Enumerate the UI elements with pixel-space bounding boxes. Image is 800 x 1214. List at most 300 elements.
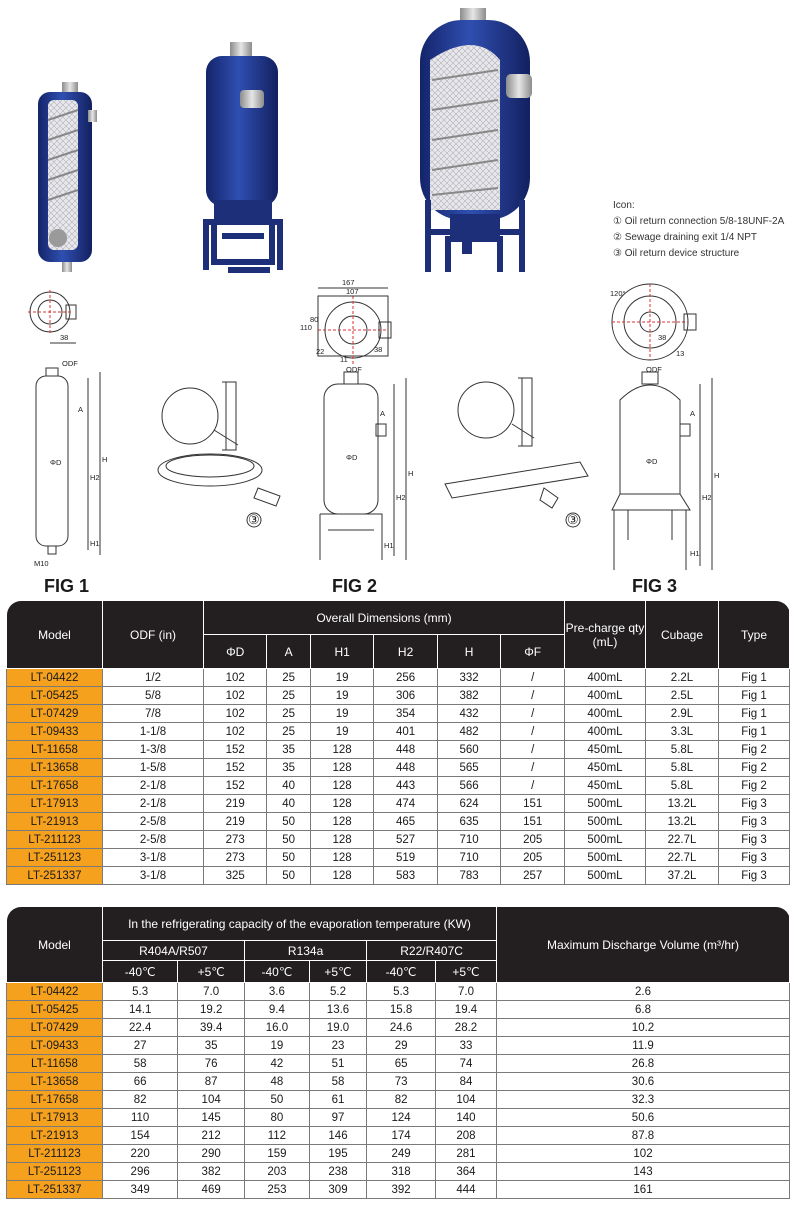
table-cell: 112: [245, 1127, 310, 1145]
table-cell: 9.4: [245, 1001, 310, 1019]
table-row: [7, 1091, 790, 1109]
table-cell: 500mL: [565, 831, 646, 849]
table-cell: 7/8: [103, 705, 204, 723]
table-cell: /: [501, 777, 565, 795]
table-cell: 583: [374, 867, 437, 885]
callout-fig3: ③: [567, 512, 579, 527]
model-cell: LT-21913: [7, 813, 103, 831]
table-cell: 27: [103, 1037, 178, 1055]
table-cell: 19: [310, 705, 373, 723]
table-cell: 205: [501, 849, 565, 867]
model-cell: LT-251337: [7, 1181, 103, 1199]
table-cell: 195: [309, 1145, 366, 1163]
table-cell: 151: [501, 813, 565, 831]
table-cell: 84: [435, 1073, 496, 1091]
dim-phid-fig2: ΦD: [346, 453, 358, 462]
dim-h1-fig3: H1: [690, 549, 700, 558]
dim-fig2-11: 11: [340, 355, 348, 364]
table-cell: Fig 1: [719, 705, 790, 723]
table-cell: 2-1/8: [103, 777, 204, 795]
model-cell: LT-05425: [7, 1001, 103, 1019]
table-row: [7, 1001, 790, 1019]
table-cell: 7.0: [435, 983, 496, 1001]
dim-h1-fig2: H1: [384, 541, 394, 550]
product-illustrations: [0, 0, 800, 600]
table-cell: 401: [374, 723, 437, 741]
table-cell: 104: [178, 1091, 245, 1109]
table-cell: 40: [267, 777, 310, 795]
table-row: [7, 795, 790, 813]
dim-fig3-angle: 120°: [610, 289, 626, 298]
table-cell: 208: [435, 1127, 496, 1145]
table-row: [7, 723, 790, 741]
dim-h-fig2: H: [408, 469, 414, 478]
table-cell: 50: [267, 849, 310, 867]
table-cell: 349: [103, 1181, 178, 1199]
table-cell: 146: [309, 1127, 366, 1145]
table-cell: 32.3: [497, 1091, 790, 1109]
table-cell: 152: [204, 759, 267, 777]
dim-phid-fig3: ΦD: [646, 457, 658, 466]
table-cell: 19.4: [435, 1001, 496, 1019]
col-overall-dimensions: Overall Dimensions (mm): [204, 601, 565, 635]
model-cell: LT-21913: [7, 1127, 103, 1145]
col-temp: -40℃: [245, 961, 310, 983]
table-cell: 1-3/8: [103, 741, 204, 759]
table-cell: 450mL: [565, 759, 646, 777]
fig2-label: FIG 2: [332, 576, 378, 596]
table-cell: /: [501, 669, 565, 687]
table-cell: 87.8: [497, 1127, 790, 1145]
col-a: A: [267, 635, 310, 669]
model-cell: LT-251337: [7, 867, 103, 885]
table-cell: 76: [178, 1055, 245, 1073]
table-cell: 25: [267, 705, 310, 723]
table-cell: Fig 2: [719, 741, 790, 759]
table-cell: 565: [437, 759, 500, 777]
table-cell: 128: [310, 741, 373, 759]
table-cell: 1/2: [103, 669, 204, 687]
table-cell: 33: [435, 1037, 496, 1055]
table-cell: 19: [245, 1037, 310, 1055]
table-cell: 128: [310, 867, 373, 885]
col-temp: -40℃: [367, 961, 436, 983]
table-cell: 382: [437, 687, 500, 705]
table-cell: 219: [204, 795, 267, 813]
dim-h2-fig3: H2: [702, 493, 712, 502]
table-cell: 61: [309, 1091, 366, 1109]
table-cell: 238: [309, 1163, 366, 1181]
table-cell: 58: [103, 1055, 178, 1073]
table-cell: 50: [245, 1091, 310, 1109]
model-cell: LT-04422: [7, 983, 103, 1001]
dim-phid-fig1: ΦD: [50, 458, 62, 467]
dim-fig2-38: 38: [374, 345, 383, 354]
table-cell: 318: [367, 1163, 436, 1181]
table-cell: 500mL: [565, 849, 646, 867]
table-cell: 19.2: [178, 1001, 245, 1019]
table-cell: 519: [374, 849, 437, 867]
table-cell: 50: [267, 831, 310, 849]
col-r22: R22/R407C: [367, 941, 497, 961]
table-cell: 6.8: [497, 1001, 790, 1019]
table-cell: 102: [204, 723, 267, 741]
table-cell: Fig 2: [719, 777, 790, 795]
table-cell: 5.2: [309, 983, 366, 1001]
table-row: [7, 849, 790, 867]
dim-odf-fig2: ODF: [346, 365, 362, 374]
col-h1: H1: [310, 635, 373, 669]
table-cell: 527: [374, 831, 437, 849]
table-cell: 102: [204, 705, 267, 723]
dim-h-fig1: H: [102, 455, 108, 464]
table-cell: 249: [367, 1145, 436, 1163]
legend-title: Icon:: [613, 200, 635, 211]
col-r404a: R404A/R507: [103, 941, 245, 961]
legend-item-device: ③ Oil return device structure: [613, 248, 740, 259]
table-cell: 19.0: [309, 1019, 366, 1037]
table-cell: 102: [204, 669, 267, 687]
table-cell: 500mL: [565, 813, 646, 831]
table-cell: 65: [367, 1055, 436, 1073]
table-cell: 80: [245, 1109, 310, 1127]
table-cell: 14.1: [103, 1001, 178, 1019]
table-cell: 257: [501, 867, 565, 885]
table-cell: 309: [309, 1181, 366, 1199]
table-cell: 50: [267, 813, 310, 831]
table-cell: 19: [310, 723, 373, 741]
table-row: [7, 1109, 790, 1127]
dim-fig2-167: 167: [342, 278, 355, 287]
table-cell: 2.9L: [646, 705, 719, 723]
col-model: Model: [7, 601, 103, 669]
icon-legend: [613, 198, 784, 262]
table-row: [7, 1055, 790, 1073]
capacity-table: [6, 906, 790, 1199]
table-cell: 30.6: [497, 1073, 790, 1091]
table-cell: 203: [245, 1163, 310, 1181]
table-cell: 500mL: [565, 867, 646, 885]
dim-h-fig3: H: [714, 471, 720, 480]
col-phif: ΦF: [501, 635, 565, 669]
table-cell: 273: [204, 831, 267, 849]
table-cell: 2-5/8: [103, 813, 204, 831]
table-cell: 110: [103, 1109, 178, 1127]
legend-item-oil-return: ① Oil return connection 5/8-18UNF-2A: [613, 216, 785, 227]
model-cell: LT-09433: [7, 1037, 103, 1055]
table-cell: 2-5/8: [103, 831, 204, 849]
model-cell: LT-17913: [7, 795, 103, 813]
col-cubage: Cubage: [646, 601, 719, 669]
table-row: [7, 1019, 790, 1037]
table-cell: 10.2: [497, 1019, 790, 1037]
fig1-label: FIG 1: [44, 576, 90, 596]
table-row: [7, 983, 790, 1001]
table-row: [7, 741, 790, 759]
table-row: [7, 687, 790, 705]
col-h2: H2: [374, 635, 437, 669]
table-cell: 82: [367, 1091, 436, 1109]
table-row: [7, 669, 790, 687]
col-temp: +5℃: [309, 961, 366, 983]
col-model-2: Model: [7, 907, 103, 983]
table-cell: 382: [178, 1163, 245, 1181]
table-cell: 82: [103, 1091, 178, 1109]
col-temp: +5℃: [178, 961, 245, 983]
table-cell: 710: [437, 831, 500, 849]
dim-odf-fig1: ODF: [62, 359, 78, 368]
table-cell: Fig 1: [719, 723, 790, 741]
table-cell: /: [501, 741, 565, 759]
table-row: [7, 1073, 790, 1091]
table-cell: 13.2L: [646, 795, 719, 813]
table-cell: 174: [367, 1127, 436, 1145]
table-cell: 128: [310, 795, 373, 813]
model-cell: LT-13658: [7, 759, 103, 777]
table-cell: 354: [374, 705, 437, 723]
table-cell: 23: [309, 1037, 366, 1055]
table-row: [7, 1127, 790, 1145]
model-cell: LT-251123: [7, 1163, 103, 1181]
dim-h2-fig1: H2: [90, 473, 100, 482]
table-row: [7, 831, 790, 849]
table-cell: 1-5/8: [103, 759, 204, 777]
table-cell: Fig 3: [719, 849, 790, 867]
dim-fig1-top: 38: [60, 333, 69, 342]
table-cell: 443: [374, 777, 437, 795]
table-cell: 128: [310, 831, 373, 849]
model-cell: LT-13658: [7, 1073, 103, 1091]
vessel-fig3-render: [420, 8, 532, 272]
table-cell: 482: [437, 723, 500, 741]
model-cell: LT-05425: [7, 687, 103, 705]
figure-area: [0, 0, 800, 600]
table-cell: Fig 3: [719, 795, 790, 813]
model-cell: LT-11658: [7, 741, 103, 759]
col-phid: ΦD: [204, 635, 267, 669]
table-cell: 253: [245, 1181, 310, 1199]
table-cell: 566: [437, 777, 500, 795]
table-row: [7, 1145, 790, 1163]
table-cell: 140: [435, 1109, 496, 1127]
table-cell: 22.4: [103, 1019, 178, 1037]
table-cell: 73: [367, 1073, 436, 1091]
table-cell: 22.7L: [646, 849, 719, 867]
table-cell: Fig 1: [719, 669, 790, 687]
table-cell: 400mL: [565, 669, 646, 687]
table-cell: 48: [245, 1073, 310, 1091]
table-cell: 560: [437, 741, 500, 759]
dimension-labels: [34, 278, 719, 568]
table-cell: 444: [435, 1181, 496, 1199]
table-cell: 128: [310, 759, 373, 777]
table-cell: 2.2L: [646, 669, 719, 687]
callout-fig2: ③: [248, 512, 260, 527]
table-cell: 11.9: [497, 1037, 790, 1055]
table-cell: 205: [501, 831, 565, 849]
dim-a-fig3: A: [690, 409, 696, 418]
model-cell: LT-11658: [7, 1055, 103, 1073]
table-cell: 448: [374, 741, 437, 759]
table-cell: 124: [367, 1109, 436, 1127]
table-cell: 145: [178, 1109, 245, 1127]
col-temp: -40℃: [103, 961, 178, 983]
table-cell: Fig 3: [719, 831, 790, 849]
table-cell: 19: [310, 687, 373, 705]
table-cell: 24.6: [367, 1019, 436, 1037]
table-cell: 5.8L: [646, 777, 719, 795]
table-cell: 448: [374, 759, 437, 777]
dim-fig2-80: 80: [310, 315, 319, 324]
table-cell: 273: [204, 849, 267, 867]
table-cell: 5.3: [103, 983, 178, 1001]
table-cell: 128: [310, 777, 373, 795]
table-cell: /: [501, 687, 565, 705]
table-cell: 400mL: [565, 705, 646, 723]
table-cell: 296: [103, 1163, 178, 1181]
table-cell: 35: [267, 741, 310, 759]
table-cell: 2-1/8: [103, 795, 204, 813]
model-cell: LT-04422: [7, 669, 103, 687]
table-cell: 39.4: [178, 1019, 245, 1037]
table-cell: Fig 1: [719, 687, 790, 705]
dim-odf-fig3: ODF: [646, 365, 662, 374]
table-cell: 161: [497, 1181, 790, 1199]
dimensions-table: [6, 600, 790, 885]
table-cell: 500mL: [565, 795, 646, 813]
table-cell: 37.2L: [646, 867, 719, 885]
col-h: H: [437, 635, 500, 669]
table-cell: 28.2: [435, 1019, 496, 1037]
table-cell: 2.6: [497, 983, 790, 1001]
table-cell: Fig 2: [719, 759, 790, 777]
table-cell: 154: [103, 1127, 178, 1145]
dim-fig2-22: 22: [316, 347, 325, 356]
table-cell: 3-1/8: [103, 867, 204, 885]
table-row: [7, 777, 790, 795]
table-cell: 3-1/8: [103, 849, 204, 867]
table-cell: 87: [178, 1073, 245, 1091]
table-row: [7, 813, 790, 831]
side-view-drawings: [36, 368, 712, 570]
col-discharge: Maximum Discharge Volume (m³/hr): [497, 907, 790, 983]
table-cell: 364: [435, 1163, 496, 1181]
callouts: [248, 512, 579, 527]
table-cell: 13.2L: [646, 813, 719, 831]
col-precharge: Pre-charge qty (mL): [565, 601, 646, 669]
table-cell: 5.8L: [646, 741, 719, 759]
dimensions-table-body: [7, 669, 790, 885]
dim-m10-fig1: M10: [34, 559, 49, 568]
table-cell: 281: [435, 1145, 496, 1163]
vessel-fig2-render: [206, 42, 280, 270]
model-cell: LT-09433: [7, 723, 103, 741]
table-cell: 5.8L: [646, 759, 719, 777]
table-cell: 26.8: [497, 1055, 790, 1073]
table-cell: 465: [374, 813, 437, 831]
table-row: [7, 1163, 790, 1181]
table-row: [7, 759, 790, 777]
table-cell: 35: [178, 1037, 245, 1055]
dim-h2-fig2: H2: [396, 493, 406, 502]
legend-item-sewage: ② Sewage draining exit 1/4 NPT: [613, 232, 758, 243]
table-cell: 469: [178, 1181, 245, 1199]
dim-a-fig2: A: [380, 409, 386, 418]
table-cell: 128: [310, 849, 373, 867]
table-cell: 783: [437, 867, 500, 885]
table-cell: 42: [245, 1055, 310, 1073]
table-cell: 15.8: [367, 1001, 436, 1019]
table-cell: 66: [103, 1073, 178, 1091]
table-cell: 25: [267, 687, 310, 705]
table-cell: 325: [204, 867, 267, 885]
table-cell: 128: [310, 813, 373, 831]
table-cell: 635: [437, 813, 500, 831]
vessel-fig1-render: [38, 82, 97, 272]
table-cell: 159: [245, 1145, 310, 1163]
table-cell: 256: [374, 669, 437, 687]
col-r134a: R134a: [245, 941, 367, 961]
top-view-drawings: [28, 284, 696, 364]
table-cell: 432: [437, 705, 500, 723]
table-cell: 400mL: [565, 723, 646, 741]
table-cell: 51: [309, 1055, 366, 1073]
dim-h1-fig1: H1: [90, 539, 100, 548]
model-cell: LT-251123: [7, 849, 103, 867]
table-cell: 220: [103, 1145, 178, 1163]
table-cell: 450mL: [565, 777, 646, 795]
table-cell: 97: [309, 1109, 366, 1127]
model-cell: LT-17658: [7, 1091, 103, 1109]
table-cell: /: [501, 705, 565, 723]
table-cell: 50: [267, 867, 310, 885]
table-cell: 624: [437, 795, 500, 813]
table-cell: 710: [437, 849, 500, 867]
table-cell: 474: [374, 795, 437, 813]
table-cell: 152: [204, 741, 267, 759]
model-cell: LT-17658: [7, 777, 103, 795]
table-cell: 50.6: [497, 1109, 790, 1127]
model-cell: LT-211123: [7, 831, 103, 849]
table-cell: 1-1/8: [103, 723, 204, 741]
dim-a-fig1: A: [78, 405, 84, 414]
table-cell: 152: [204, 777, 267, 795]
table-cell: 29: [367, 1037, 436, 1055]
table-cell: 219: [204, 813, 267, 831]
table-cell: 58: [309, 1073, 366, 1091]
dim-fig2-110: 110: [300, 323, 312, 332]
table-row: [7, 1037, 790, 1055]
table-cell: 3.6: [245, 983, 310, 1001]
table-cell: 102: [204, 687, 267, 705]
table-cell: 212: [178, 1127, 245, 1145]
table-cell: 450mL: [565, 741, 646, 759]
table-cell: 40: [267, 795, 310, 813]
table-cell: 74: [435, 1055, 496, 1073]
table-cell: 143: [497, 1163, 790, 1181]
table-cell: 16.0: [245, 1019, 310, 1037]
table-cell: 5/8: [103, 687, 204, 705]
table-cell: 332: [437, 669, 500, 687]
table-cell: 400mL: [565, 687, 646, 705]
table-cell: 2.5L: [646, 687, 719, 705]
table-cell: /: [501, 759, 565, 777]
table-cell: 104: [435, 1091, 496, 1109]
col-type: Type: [719, 601, 790, 669]
table-cell: Fig 3: [719, 813, 790, 831]
model-cell: LT-211123: [7, 1145, 103, 1163]
table-cell: /: [501, 723, 565, 741]
